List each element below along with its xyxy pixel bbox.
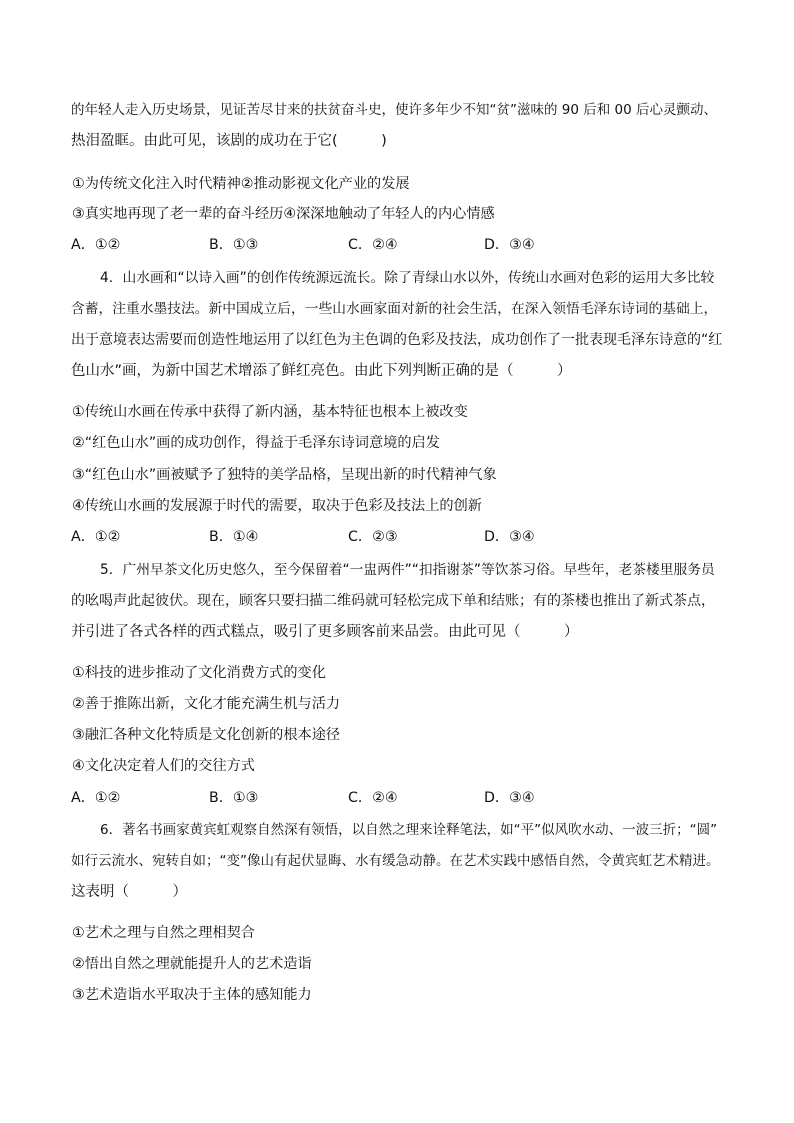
- question-5-item-4: ④文化决定着人们的交往方式: [72, 758, 255, 774]
- question-3-item-2: ③真实地再现了老一辈的奋斗经历④深深地触动了年轻人的内心情感: [72, 206, 495, 222]
- question-4-item-2: ②“红色山水”画的成功创作，得益于毛泽东诗词意境的启发: [72, 435, 440, 451]
- question-4-item-4: ④传统山水画的发展源于时代的需要，取决于色彩及技法上的创新: [72, 498, 482, 514]
- question-4-item-3: ③“红色山水”画被赋予了独特的美学品格，呈现出新的时代精神气象: [72, 467, 497, 483]
- stem-line: 6．著名书画家黄宾虹观察自然深有领悟，以自然之理来诠释笔法，如“平”似风吹水动、一波三折；“圆”: [100, 822, 718, 838]
- question-6-item-2: ②悟出自然之理就能提升人的艺术造诣: [72, 956, 312, 972]
- stem-line: 的年轻人走入历史场景，见证苦尽甘来的扶贫奋斗史，使许多年少不知“贫”滋味的 90 后和 00 后心灵颤动、: [71, 102, 718, 118]
- question-5-options: [71, 787, 721, 809]
- question-5-item-3: ③融汇各种文化特质是文化创新的根本途径: [72, 727, 341, 743]
- question-6-item-3: ③艺术造诣水平取决于主体的感知能力: [72, 987, 312, 1003]
- option-d: D．③④: [484, 237, 535, 253]
- option-c: C．②④: [348, 790, 398, 806]
- stem-line: 5．广州早茶文化历史悠久，至今保留着“一盅两件”“扣指谢茶”等饮茶习俗。早些年，老茶楼里服务员: [100, 562, 715, 578]
- stem-line: 并引进了各式各样的西式糕点，吸引了更多顾客前来品尝。由此可见（ ）: [71, 624, 579, 640]
- question-4-options: [71, 526, 721, 548]
- stem-line: 出于意境表达需要而创造性地运用了以红色为主色调的色彩及技法，成功创作了一批表现毛泽东诗意的“红: [71, 332, 723, 348]
- option-b: B．①③: [209, 790, 259, 806]
- option-c: C．②④: [348, 237, 398, 253]
- question-5-stem: [71, 555, 723, 648]
- option-c: C．②③: [348, 529, 398, 545]
- stem-line: 4．山水画和“以诗入画”的创作传统源远流长。除了青绿山水以外，传统山水画对色彩的运用大多比较: [100, 270, 715, 286]
- option-d: D．③④: [484, 529, 535, 545]
- stem-line: 的吆喝声此起彼伏。现在，顾客只要扫描二维码就可轻松完成下单和结账；有的茶楼也推出了新式茶点，: [71, 593, 715, 609]
- question-3-item-1: ①为传统文化注入时代精神②推动影视文化产业的发展: [72, 176, 410, 192]
- question-5-item-2: ②善于推陈出新，文化才能充满生机与活力: [72, 696, 341, 712]
- question-4-stem: [71, 263, 723, 387]
- option-a: A．①②: [71, 237, 121, 253]
- question-6-stem: [71, 815, 723, 908]
- question-3-stem: [71, 95, 723, 157]
- option-d: D．③④: [484, 790, 535, 806]
- question-3-options: [71, 234, 721, 256]
- question-4-item-1: ①传统山水画在传承中获得了新内涵，基本特征也根本上被改变: [72, 404, 468, 420]
- stem-line: 含蓄，注重水墨技法。新中国成立后，一些山水画家面对新的社会生活，在深入领悟毛泽东诗词的基础上，: [71, 301, 718, 317]
- option-a: A．①②: [71, 529, 121, 545]
- question-5-item-1: ①科技的进步推动了文化消费方式的变化: [72, 665, 326, 681]
- question-6-item-1: ①艺术之理与自然之理相契合: [72, 925, 255, 941]
- stem-line: 色山水”画，为新中国艺术增添了鲜红亮色。由此下列判断正确的是（ ）: [71, 363, 572, 379]
- stem-line: 如行云流水、宛转自如；“变”像山有起伏显晦、水有缓急动静。在艺术实践中感悟自然，令黄宾虹艺术精进。: [71, 853, 720, 869]
- stem-line: 这表明（ ）: [71, 884, 187, 900]
- option-b: B．①③: [209, 237, 259, 253]
- option-b: B．①④: [209, 529, 259, 545]
- option-a: A．①②: [71, 790, 121, 806]
- stem-line: 热泪盈眶。由此可见，该剧的成功在于它( ): [71, 133, 387, 149]
